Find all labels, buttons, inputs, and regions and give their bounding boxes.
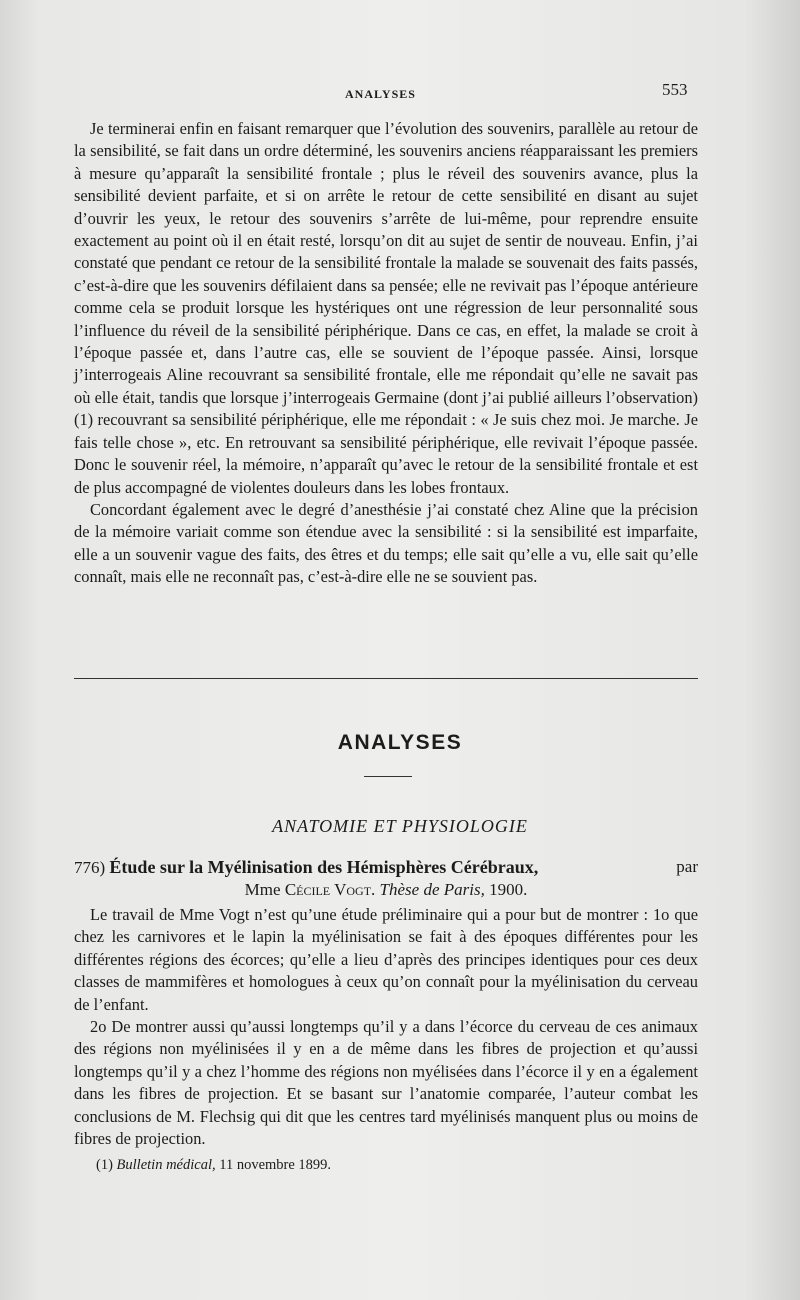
entry-number: 776)	[74, 858, 106, 877]
section-divider	[74, 678, 698, 679]
footnote-source: Bulletin médical,	[116, 1157, 216, 1173]
footnote-date: 11 novembre 1899.	[219, 1157, 332, 1173]
publication-year: 1900.	[489, 880, 528, 899]
footnote-marker: (1)	[96, 1157, 113, 1173]
paragraph: 2o De montrer aussi qu’aussi longtemps qu’il y a dans l’écorce du cerveau de ces animaux des régions non myélinisées il y en a de même dans les fibres de projection et qu’aussi longtemps qu’il y a chez l’homme des régions non myélisées dans l’écorce il y en a également dans les fibres de projection. Et se basant sur l’anatomie comparée, l’auteur combat les conclusions de M. Flechsig qui dit que les centres tard myélinisés manquent plus ou moins de fibres de projection.	[74, 1017, 698, 1149]
paragraph: Je terminerai enfin en faisant remarquer que l’évolution des souvenirs, parallèle au retour de la sensibilité, se fait dans un ordre déterminé, les souvenirs anciens réapparaissant les premiers à mesure qu’apparaît la sensibilité frontale ; plus le réveil des souvenirs avance, plus la sensibilité devient parfaite, et si on arrête le retour de cette sensibilité en disant au sujet d’ouvrir les yeux, le retour des souvenirs s’arrête de lui-même, pour reprendre ensuite exactement au point où il en était resté, lorsqu’on dit au sujet de sentir de nouveau. Enfin, j’ai constaté que pendant ce retour de la sensibilité frontale la malade se souvenait des faits passés, c’est-à-dire que les souvenirs défilaient dans sa pensée; elle ne revivait pas l’époque antérieure comme cela se produit lorsque les hystériques ont une régression de leur personnalité sous l’influence du réveil de la sensibilité périphérique. Dans ce cas, en effet, la malade se croit à l’époque passée et, dans l’autre cas, elle se souvient de l’époque passée. Ainsi, lorsque j’interrogeais Aline recouvrant sa sensibilité frontale, elle me répondait qu’elle ne savait pas où elle était, tandis que lorsque j’interrogeais Germaine (dont j’ai publié ailleurs l’observation) (1) recouvrant sa sensibilité périphérique, elle me répondait : « Je suis chez moi. Je marche. Je fais telle chose », etc. En retrouvant sa sensibilité périphérique, elle revivait l’époque passée. Donc le souvenir réel, la mémoire, n’apparaît qu’avec le retour de la sensibilité frontale et est de plus accompagné de violentes douleurs dans les lobes frontaux.	[74, 119, 698, 497]
author-name: Cécile Vogt.	[284, 880, 376, 899]
paragraph: Concordant également avec le degré d’anesthésie j’ai constaté chez Aline que la précision de la mémoire variait comme son étendue avec la sensibilité : si la sensibilité est imparfaite, elle a un souvenir vague des faits, des êtres et du temps; elle sait qu’elle a vu, elle sait qu’elle connaît, mais elle ne reconnaît pas, c’est-à-dire elle ne se souvient pas.	[74, 499, 698, 587]
paragraph: Le travail de Mme Vogt n’est qu’une étude préliminaire qui a pour but de montrer : 1o que chez les carnivores et le lapin la myélinisation se fait à des époques différentes pour les différentes régions des écorces; qu’elle a lieu d’après des principes identiques pour ces deux classes de mammifères et homologues à ceux qu’on connaît pour la myélinisation du cerveau de l’enfant.	[74, 905, 698, 1014]
author-prefix: Mme	[244, 880, 281, 899]
publication: Thèse de Paris,	[379, 880, 485, 899]
footnote	[96, 1157, 331, 1174]
entry-heading	[74, 856, 698, 901]
running-head: ANALYSES	[345, 87, 416, 101]
section-title-rule	[364, 776, 412, 777]
entry-by: par	[676, 857, 698, 876]
page-number: 553	[662, 80, 688, 99]
subsection-title: ANATOMIE ET PHYSIOLOGIE	[272, 816, 528, 836]
section-title: ANALYSES	[337, 731, 463, 754]
entry-title: Étude sur la Myélinisation des Hémisphères Cérébraux,	[109, 857, 539, 877]
body-text-top	[74, 118, 698, 589]
entry-body	[74, 904, 698, 1150]
